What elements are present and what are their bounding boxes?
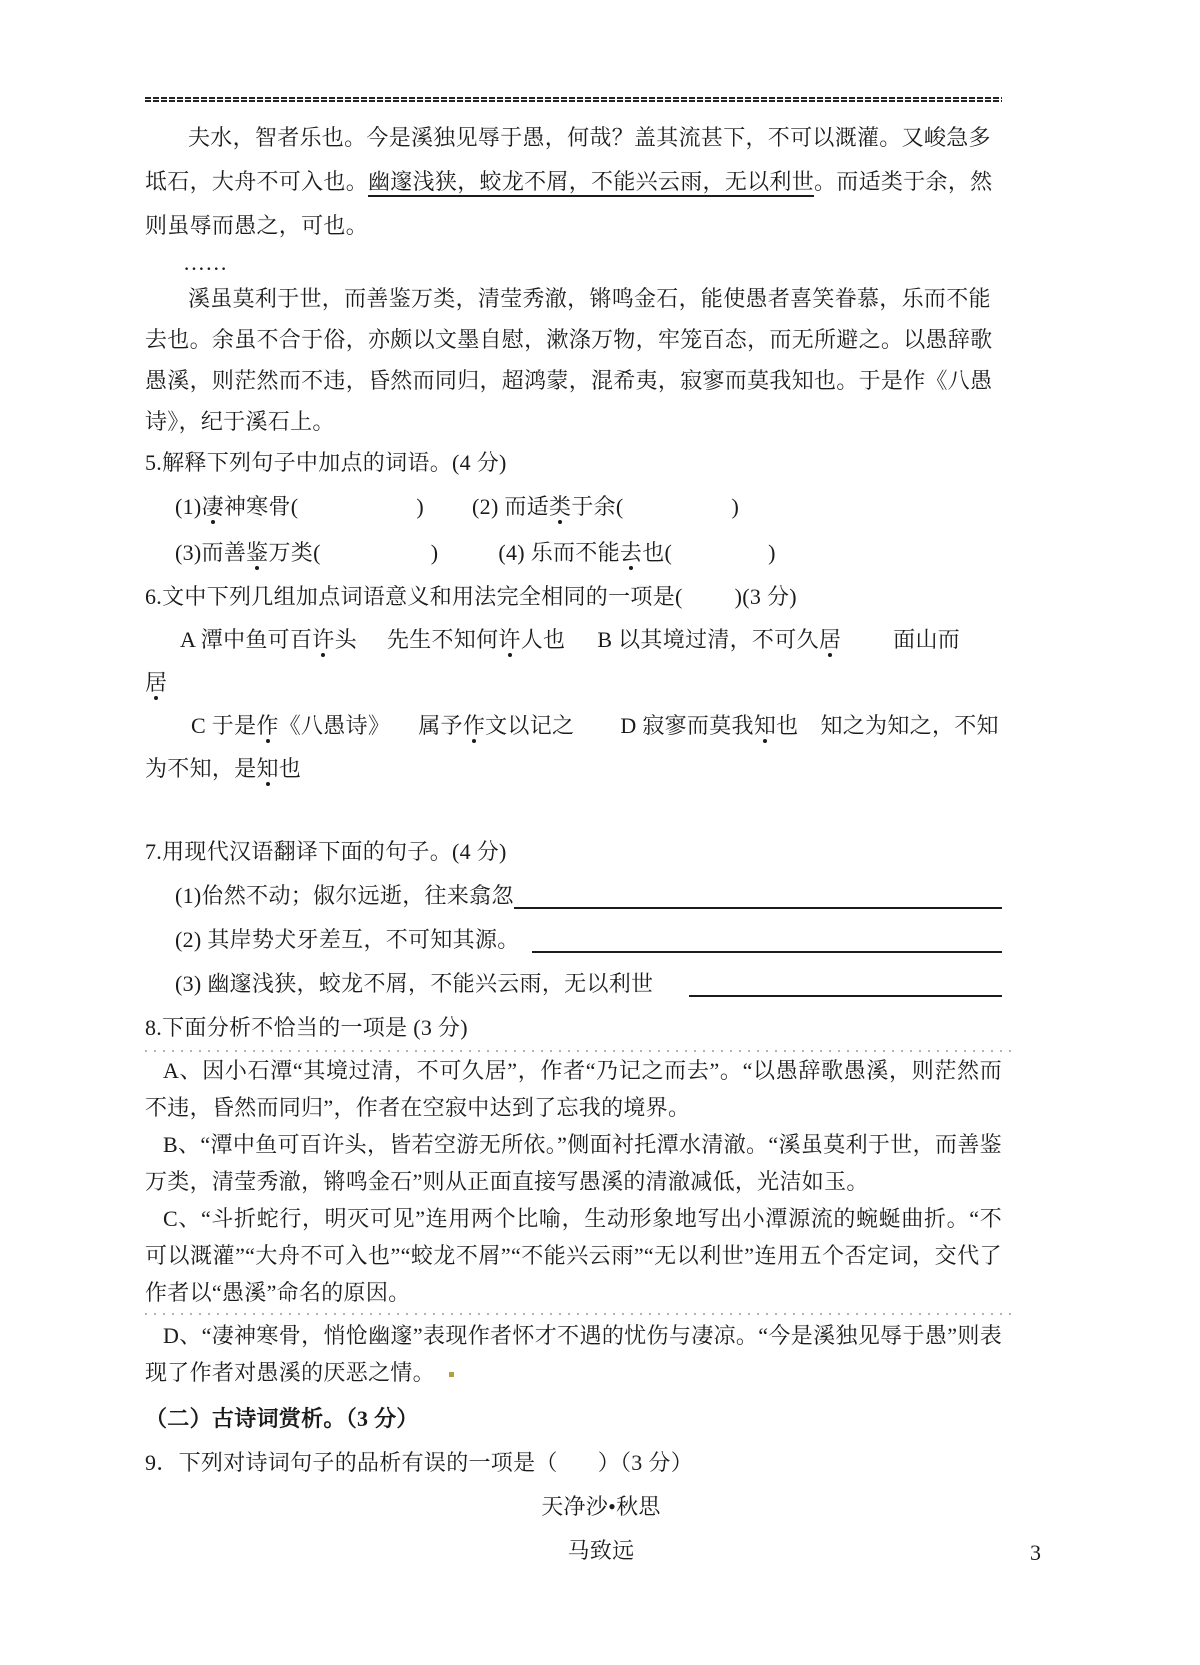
emphasis-dot-char: 凄 <box>201 494 224 519</box>
text-segment: (2) 而适 <box>472 494 549 519</box>
emphasis-dot-char: 许 <box>312 627 335 652</box>
text-segment: B、“潭中鱼可百许头，皆若空游无所依。”侧面衬托潭水清澈。“溪虽莫利于世，而善鉴万类，清莹秀澈，锵鸣金石”则从正面直接写愚溪的清澈减低，光洁如玉。 <box>145 1132 1002 1194</box>
text-segment: 7.用现代汉语翻译下面的句子。(4 分) <box>145 839 507 864</box>
text-segment: C、“斗折蛇行，明灭可见”连用两个比喻，生动形象地写出小潭源流的蜿蜒曲折。“不可以溉灌”“大舟不可入也”“蛟龙不屑”“不能兴云雨”“无以利世”连用五个否定词，交代了作者以“愚溪”命名的原因。 <box>145 1206 1002 1305</box>
text-segment: (4) 乐而不能 <box>498 540 620 565</box>
text-segment: 溪虽莫利于世，而善鉴万类，清莹秀澈，锵鸣金石，能使愚者喜笑眷慕，乐而不能去也。余虽不合于俗，亦颇以文墨自慰，漱涤万物，牢笼百态，而无所避之。以愚辞歌愚溪，则茫然而不违，昏然而同归，超鸿蒙，混希夷，寂寥而莫我知也。于是作《八愚诗》，纪于溪石上。 <box>145 286 993 434</box>
text-segment: 也 <box>776 713 799 738</box>
text-segment: (3) 幽邃浅狭，蛟龙不屑，不能兴云雨，无以利世 <box>175 971 654 996</box>
text-segment: (1) <box>175 494 202 519</box>
dotted-divider-2 <box>145 1313 1016 1315</box>
question-6-options-c-d <box>145 704 1002 747</box>
emphasis-dot-char: 知 <box>753 713 777 738</box>
text-segment: 先生不知何 <box>386 627 499 652</box>
text-segment: 《八愚诗》 <box>278 713 391 738</box>
text-segment: …… <box>183 250 228 275</box>
text-segment: 知之为知之，不知 <box>820 713 999 738</box>
poem-title <box>145 1485 1002 1529</box>
text-segment: A、因小石潭“其境过清，不可久居”，作者“乃记之而去”。“以愚辞歌愚溪，则茫然而不违，昏然而同归”，作者在空寂中达到了忘我的境界。 <box>145 1058 1002 1120</box>
emphasis-dot-char: 作 <box>256 713 279 738</box>
text-segment: 天净沙•秋思 <box>541 1494 661 1519</box>
question-7-item-2 <box>145 918 1002 962</box>
question-7-item-1 <box>145 874 1002 918</box>
text-segment: 文以记之 <box>485 713 575 738</box>
question-6-option-b-wrap <box>145 661 1002 704</box>
underlined-text: 幽邃浅狭，蛟龙不屑，不能兴云雨，无以利世 <box>368 169 814 197</box>
text-segment: D、“凄神寒骨，悄怆幽邃”表现作者怀才不遇的忧伤与凄凉。“今是溪独见辱于愚”则表现了作者对愚溪的厌恶之情。 <box>145 1323 1002 1385</box>
text-segment: 也( <box>642 540 673 565</box>
emphasis-dot-char: 鉴 <box>246 540 269 565</box>
question-9-heading <box>145 1441 1002 1485</box>
text-segment: 面山而 <box>893 627 961 652</box>
text-segment: )(3 分) <box>734 584 797 609</box>
text-segment: 为不知，是 <box>145 756 257 781</box>
answer-blank-line <box>532 951 1002 953</box>
answer-blank-line <box>514 907 1002 909</box>
text-segment: 马致远 <box>567 1538 635 1563</box>
poem-author <box>145 1529 1002 1573</box>
passage-paragraph-1 <box>145 116 1002 248</box>
emphasis-dot-char: 许 <box>498 627 521 652</box>
question-5-heading <box>145 442 1002 484</box>
emphasis-dot-char: 知 <box>256 756 279 781</box>
text-segment: 于余( <box>571 494 624 519</box>
text-segment: C 于是 <box>191 713 257 738</box>
question-5-items-1-2 <box>145 484 1002 530</box>
document-content <box>145 97 1002 1573</box>
text-segment: 夫水，智者乐也。今是溪独见辱于愚，何哉？盖其流甚下，不可以溉灌。又峻急多坻石，大舟不可入也。 <box>145 125 991 194</box>
text-segment: 属予 <box>418 713 463 738</box>
emphasis-dot-char: 类 <box>549 494 572 519</box>
text-segment: 神寒骨( <box>223 494 299 519</box>
passage-paragraph-2 <box>145 278 1002 442</box>
emphasis-dot-char: 居 <box>818 627 842 652</box>
text-segment: (2) 其岸势犬牙差互，不可知其源。 <box>175 927 520 952</box>
section-2-heading <box>145 1397 1002 1441</box>
text-segment: ) <box>416 494 425 519</box>
text-segment: （二）古诗词赏析。（3 分） <box>145 1406 419 1431</box>
stray-mark <box>449 1372 454 1377</box>
text-segment: (1)佁然不动；俶尔远逝，往来翕忽 <box>175 883 514 908</box>
text-segment: ）（3 分） <box>597 1450 694 1475</box>
text-segment: ) <box>430 540 439 565</box>
emphasis-dot-char: 去 <box>619 540 643 565</box>
question-6-heading <box>145 576 1002 618</box>
text-segment: 万类( <box>268 540 321 565</box>
question-8-option-b <box>145 1126 1002 1200</box>
answer-blank-line <box>689 995 1002 997</box>
question-8-option-a <box>145 1052 1002 1126</box>
text-segment: 也 <box>278 756 302 781</box>
page-number: 3 <box>1030 1540 1042 1565</box>
emphasis-dot-char: 居 <box>145 670 168 695</box>
text-segment: 9．下列对诗词句子的品析有误的一项是（ <box>145 1450 558 1475</box>
text-segment: 人也 <box>520 627 566 652</box>
question-8-option-d <box>145 1317 1002 1391</box>
ellipsis-line <box>145 248 1002 278</box>
question-8-heading <box>145 1006 1002 1050</box>
question-6-options-a-b <box>145 618 1002 661</box>
text-segment: 6.文中下列几组加点词语意义和用法完全相同的一项是( <box>145 584 683 609</box>
text-segment: 头 <box>334 627 357 652</box>
text-segment: D 寂寥而莫我 <box>620 713 754 738</box>
top-rule-divider <box>145 97 1002 102</box>
text-segment: ) <box>731 494 740 519</box>
question-7-heading <box>145 830 1002 874</box>
text-segment: A 潭中鱼可百 <box>180 627 313 652</box>
text-segment: ) <box>768 540 776 565</box>
text-segment: (3)而善 <box>175 540 247 565</box>
question-6-option-d-wrap <box>145 747 1002 790</box>
text-segment: 5.解释下列句子中加点的词语。(4 分) <box>145 450 507 475</box>
question-5-items-3-4 <box>145 530 1002 576</box>
question-8-option-c <box>145 1200 1002 1311</box>
text-segment: 。而适类于余，然则虽辱而愚之，可也。 <box>145 169 993 238</box>
text-segment: B 以其境过清，不可久 <box>597 627 819 652</box>
text-segment: 8.下面分析不恰当的一项是 (3 分) <box>145 1015 468 1040</box>
question-7-item-3 <box>145 962 1002 1006</box>
emphasis-dot-char: 作 <box>462 713 486 738</box>
